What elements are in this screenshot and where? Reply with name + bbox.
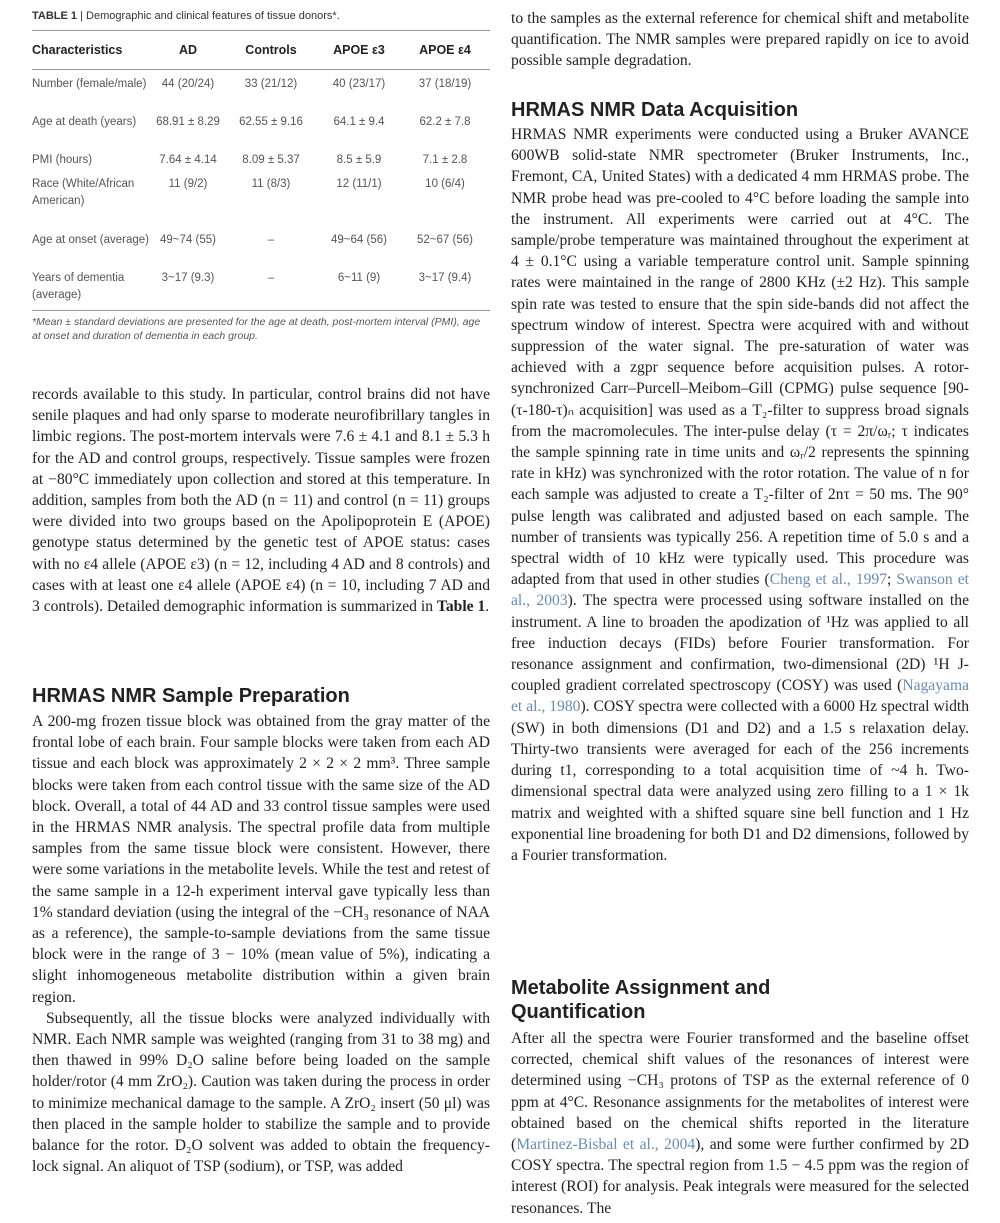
cell-e4: 52~67 (56) bbox=[417, 234, 473, 246]
cell-ad: 49~74 (55) bbox=[160, 234, 216, 246]
citation-link[interactable]: Cheng et al., 1997 bbox=[769, 571, 888, 589]
heading-line: Quantification bbox=[511, 1001, 646, 1023]
paragraph-text: records available to this study. In particular, control brains did not have senile plaques and had only sparse to moderate neurofibrillary tangles in limbic regions. The post-mortem intervals were 7.6 ± 4.1 and 8.1 ± 5.3 h for the AD and control groups, respectively. Tissue samples were frozen at −80°C immediately upon collection and stored at this temperature. In addition, samples from both the AD (n = 11) and control (n = 11) groups were divided into two groups based on the Apolipoprotein E (APOE) genotype status determined by the genetic test of APOE status: cases with no ε4 allele (APOE ε3) (n = 12, including 4 AD and 8 controls) and cases with at least one ε4 allele (APOE ε4) (n = 10, including 7 AD and 3 controls). Detailed demographic information is summarized in bbox=[32, 386, 490, 616]
cell-e4: 37 (18/19) bbox=[418, 78, 472, 90]
row-label: Race (White/African American) bbox=[32, 178, 135, 207]
row-label: Number (female/male) bbox=[32, 78, 147, 90]
cell-controls: 33 (21/12) bbox=[244, 78, 298, 90]
paragraph bbox=[32, 384, 490, 617]
table-label: TABLE 1 bbox=[32, 10, 78, 22]
cell-ad: 11 (9/2) bbox=[168, 178, 208, 190]
cell-e4: 7.1 ± 2.8 bbox=[422, 154, 468, 166]
table-body bbox=[32, 70, 490, 310]
header-controls: Controls bbox=[245, 43, 297, 57]
paragraph bbox=[511, 124, 969, 866]
paragraph bbox=[511, 1028, 969, 1219]
table-row bbox=[32, 74, 490, 112]
table-caption bbox=[32, 10, 490, 22]
table-row bbox=[32, 150, 490, 174]
row-label: PMI (hours) bbox=[32, 154, 93, 166]
paragraph: A 200-mg frozen tissue block was obtained from the gray matter of the frontal lobe of each brain. Four sample blocks were taken from each AD tissue and each block was approximately 2 × 2 × 2 mm³. Three sample blocks were taken from each control tissue with the same size of the AD block. Overall, a total of 44 AD and 33 control tissue samples were used in the HRMAS NMR analysis. The spectral profile data from multiple samples from the same tissue block were consistent. However, there were some variations in the metabolite levels. While the test and retest of the same sample in a 12-h experiment interval gave typically less than 1% standard deviation (using the integral of the −CH₃ resonance of NAA as a reference), the sample-to-sample deviations from the same tissue block were in the range of 3 − 10% (mean value of 5%), indicating a slight inhomogeneous metabolite distribution within a given brain region. bbox=[32, 713, 490, 1006]
demographics-table bbox=[32, 30, 490, 343]
heading-line: Metabolite Assignment and bbox=[511, 977, 771, 999]
citation-link[interactable]: Martinez-Bisbal et al., 2004 bbox=[516, 1136, 696, 1154]
table-row bbox=[32, 230, 490, 268]
table-row bbox=[32, 112, 490, 150]
right-body-2 bbox=[511, 124, 969, 866]
citation-link[interactable]: Nagayama et al., 1980 bbox=[511, 677, 969, 716]
right-body-3 bbox=[511, 1028, 969, 1219]
header-characteristics: Characteristics bbox=[32, 43, 123, 57]
section-heading bbox=[511, 976, 969, 1024]
row-label: Age at onset (average) bbox=[32, 234, 149, 246]
paragraph: Subsequently, all the tissue blocks were analyzed individually with NMR. Each NMR sample was weighted (ranging from 31 to 38 mg) and then thawed in 99% D₂O saline before being loaded on the sample holder/rotor (4 mm ZrO₂). Caution was taken during the process in order to minimize mechanical damage to the sample. A ZrO₂ insert (50 μl) was then placed in the sample holder to stabilize the sample and to provide balance for the rotor. D₂O solvent was added to obtain the frequency-lock signal. An aliquot of TSP (sodium), or TSP, was added bbox=[32, 1009, 490, 1176]
cell-e3: 12 (11/1) bbox=[336, 178, 382, 190]
table-row bbox=[32, 174, 490, 230]
table-row bbox=[32, 268, 490, 306]
table-footnote: *Mean ± standard deviations are presented for the age at death, post-mortem interval (PMI), age at onset and duration of dementia in each group. bbox=[32, 310, 490, 343]
right-body bbox=[511, 8, 969, 72]
header-ad: AD bbox=[178, 43, 198, 57]
table-reference: Table 1 bbox=[436, 598, 486, 616]
table-caption-text: | Demographic and clinical features of tissue donors*. bbox=[77, 10, 340, 22]
cell-e3: 49~64 (56) bbox=[331, 234, 387, 246]
cell-e3: 8.5 ± 5.9 bbox=[336, 154, 382, 166]
cell-controls: 62.55 ± 9.16 bbox=[239, 116, 303, 128]
citation-link[interactable]: Swanson et al., 2003 bbox=[511, 571, 970, 610]
cell-e4: 3~17 (9.4) bbox=[418, 272, 472, 284]
cell-controls: 11 (8/3) bbox=[251, 178, 291, 190]
paragraph-text: ). The spectra were processed using software installed on the instrument. A line to broaden the apodization of ¹Hz was applied to all free induction decays (FIDs) before Fourier transformation. For resonance assignment and confirmation, two-dimensional (2D) ¹H J-coupled gradient correlated spectroscopy (COSY) was used ( bbox=[511, 592, 969, 695]
citation-separator: ; bbox=[887, 571, 897, 589]
cell-e4: 10 (6/4) bbox=[425, 178, 465, 190]
cell-ad: 44 (20/24) bbox=[161, 78, 215, 90]
table-header-row bbox=[32, 31, 490, 70]
section-heading: HRMAS NMR Data Acquisition bbox=[511, 99, 799, 121]
paragraph: to the samples as the external reference for chemical shift and metabolite quantification. The NMR samples were prepared rapidly on ice to avoid possible sample degradation. bbox=[511, 10, 969, 70]
cell-e4: 62.2 ± 7.8 bbox=[419, 116, 471, 128]
cell-ad: 68.91 ± 8.29 bbox=[156, 116, 220, 128]
row-label: Years of dementia (average) bbox=[32, 272, 125, 301]
header-apoe-e3: APOE ε3 bbox=[333, 43, 385, 57]
paragraph-text: ), and some were further confirmed by 2D COSY spectra. The spectral region from 1.5 − 4.5 ppm was the region of interest (ROI) for analysis. Peak integrals were measured for the selected resonances. The bbox=[511, 1136, 969, 1217]
header-apoe-e4: APOE ε4 bbox=[419, 43, 471, 57]
left-body-2 bbox=[32, 711, 490, 1177]
section-heading: HRMAS NMR Sample Preparation bbox=[32, 685, 350, 707]
cell-ad: 3~17 (9.3) bbox=[161, 272, 215, 284]
cell-ad: 7.64 ± 4.14 bbox=[159, 154, 217, 166]
cell-e3: 64.1 ± 9.4 bbox=[333, 116, 385, 128]
paragraph-text: After all the spectra were Fourier transformed and the baseline offset corrected, chemical shift values of the resonances of interest were determined using −CH₃ protons of TSP as the external reference of 0 ppm at 4°C. Resonance assignments for the metabolites of interest were obtained based on the chemical shifts reported in the literature ( bbox=[511, 1030, 969, 1154]
cell-controls: – bbox=[267, 272, 275, 284]
paragraph-end: . bbox=[485, 598, 490, 616]
paragraph-text: ). COSY spectra were collected with a 6000 Hz spectral width (SW) in both dimensions (D1 and D2) and a 1.5 s relaxation delay. Thirty-two transients were averaged for each of the 256 increments during t1, corresponding to a total acquisition time of ~4 h. Two-dimensional spectral data were analyzed using zero filling to a 1 × 1k matrix and weighted with a shifted square sine bell function and 1 Hz exponential line broadening for both D1 and D2 dimensions, followed by a Fourier transformation. bbox=[511, 698, 969, 864]
paragraph-text: HRMAS NMR experiments were conducted using a Bruker AVANCE 600WB solid-state NMR spectrometer (Bruker Instruments, Inc., Fremont, CA, United States) with a dedicated 4 mm HRMAS probe. The NMR probe head was pre-cooled to 4°C before loading the sample into the instrument. All experiments were carried out at 4°C. The sample/probe temperature was maintained throughout the experiment at 4 ± 0.1°C using a variable temperature control unit. Sample spinning rates were maintained in the range of 2800 KHz (±2 Hz). This sample spin rate was tested to ensure that the spin side-bands did not affect the spectrum window of interest. Spectra were acquired with and without suppression of the water signal. The pre-saturation of water was achieved with a zgpr sequence before acquisition pulses. A rotor-synchronized Carr–Purcell–Meibom–Gill (CPMG) pulse sequence [90-(τ-180-τ)ₙ acquisition] was used as a T₂-filter to suppress broad signals from the macromolecules. The inter-pulse delay (τ = 2π/ωᵣ; τ indicates the sample spinning rate in time units and ωᵣ/2 represents the spinning rate in kHz) was synchronized with the rotor rotation. The value of n for each sample was adjusted to create a T₂-filter of 2nτ = 50 ms. The 90° pulse length was calibrated and adjusted based on each sample. The number of transients was typically 256. A repetition time of 5.0 s and a spectral width of 10 kHz were typically used. This procedure was adapted from that used in other studies ( bbox=[511, 126, 969, 589]
left-body bbox=[32, 384, 490, 617]
row-label: Age at death (years) bbox=[32, 116, 137, 128]
cell-e3: 40 (23/17) bbox=[332, 78, 386, 90]
cell-controls: – bbox=[267, 234, 275, 246]
cell-controls: 8.09 ± 5.37 bbox=[242, 154, 300, 166]
cell-e3: 6~11 (9) bbox=[337, 272, 381, 284]
